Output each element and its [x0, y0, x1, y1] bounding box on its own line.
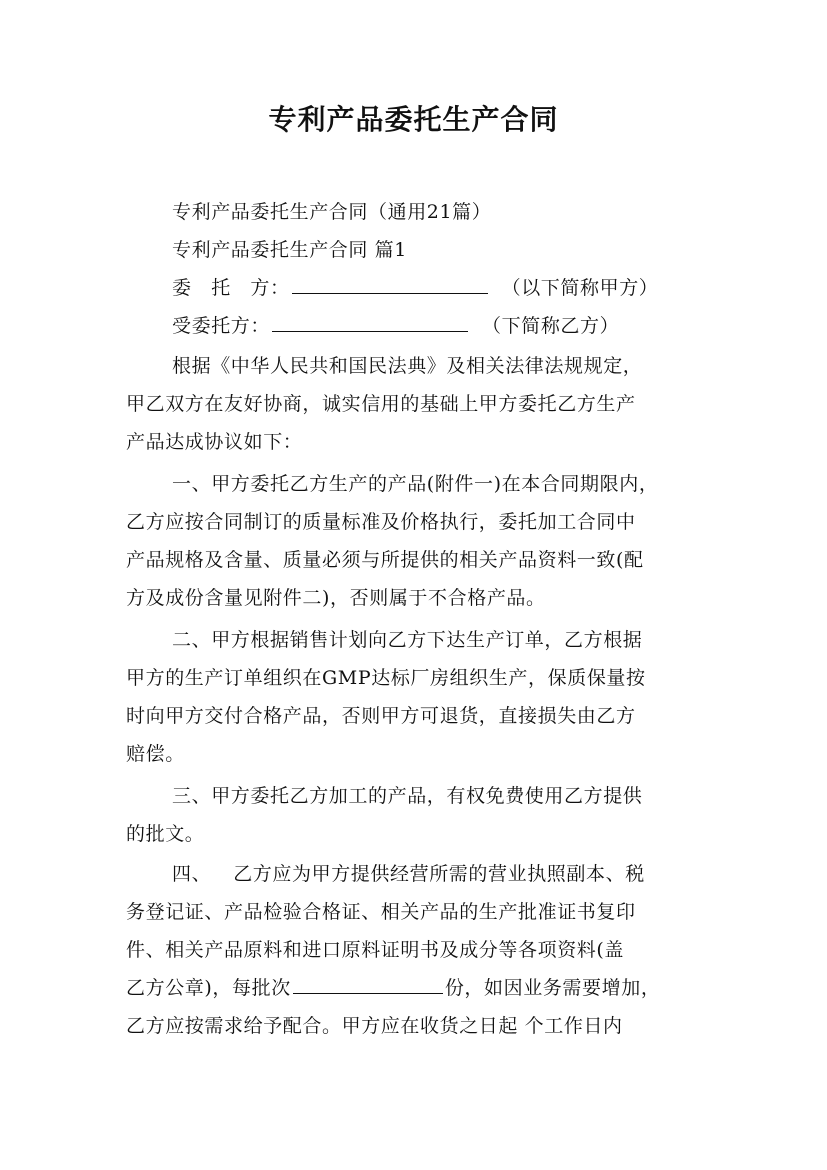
clause-4-batch-prefix: 乙方公章)，每批次	[126, 977, 291, 999]
batch-count-blank[interactable]	[293, 971, 443, 994]
clause-4-line: 务登记证、产品检验合格证、相关产品的生产批准证书复印	[126, 901, 636, 923]
section-heading: 专利产品委托生产合同 篇1	[172, 239, 407, 261]
clause-4-first-text: 乙方应为甲方提供经营所需的营业执照副本、税	[233, 863, 645, 885]
clause-4-first-line	[172, 856, 752, 892]
clause-3-line: 的批文。	[126, 823, 205, 845]
document-subtitle: 专利产品委托生产合同（通用21篇）	[172, 201, 492, 223]
clause-3-line: 三、甲方委托乙方加工的产品，有权免费使用乙方提供	[172, 785, 643, 807]
party-a-blank[interactable]	[292, 271, 488, 294]
party-a-label: 委 托 方：	[172, 277, 290, 299]
intro-line: 根据《中华人民共和国民法典》及相关法律法规规定，	[172, 355, 643, 377]
party-b-line	[172, 308, 752, 344]
party-b-blank[interactable]	[272, 309, 468, 332]
party-a-line	[172, 270, 752, 306]
clause-1-line: 乙方应按合同制订的质量标准及价格执行，委托加工合同中	[126, 511, 636, 533]
intro-line: 产品达成协议如下：	[126, 431, 303, 453]
party-b-label: 受委托方：	[172, 315, 271, 337]
clause-1-line: 方及成份含量见附件二)，否则属于不合格产品。	[126, 587, 546, 609]
party-a-note: （以下简称甲方）	[501, 277, 659, 299]
party-b-note: （下简称乙方）	[482, 315, 620, 337]
intro-line: 甲乙双方在友好协商，诚实信用的基础上甲方委托乙方生产	[126, 393, 636, 415]
clause-4-line: 件、相关产品原料和进口原料证明书及成分等各项资料(盖	[126, 939, 625, 961]
clause-1-line: 产品规格及含量、质量必须与所提供的相关产品资料一致(配	[126, 549, 644, 571]
clause-4-last-line: 乙方应按需求给予配合。甲方应在收货之日起 个工作日内	[126, 1015, 623, 1037]
clause-2-line: 二、甲方根据销售计划向乙方下达生产订单，乙方根据	[172, 629, 643, 651]
clause-2-line: 赔偿。	[126, 743, 185, 765]
clause-4-head: 四、	[172, 863, 212, 885]
clause-2-line: 甲方的生产订单组织在GMP达标厂房组织生产，保质保量按	[126, 667, 646, 689]
document-title: 专利产品委托生产合同	[268, 103, 559, 136]
clause-4-batch-suffix: 份，如因业务需要增加，	[444, 977, 661, 999]
clause-2-line: 时向甲方交付合格产品，否则甲方可退货，直接损失由乙方	[126, 705, 636, 727]
clause-4-batch-line	[126, 970, 706, 1006]
clause-1-line: 一、甲方委托乙方生产的产品(附件一)在本合同期限内，	[172, 473, 659, 495]
